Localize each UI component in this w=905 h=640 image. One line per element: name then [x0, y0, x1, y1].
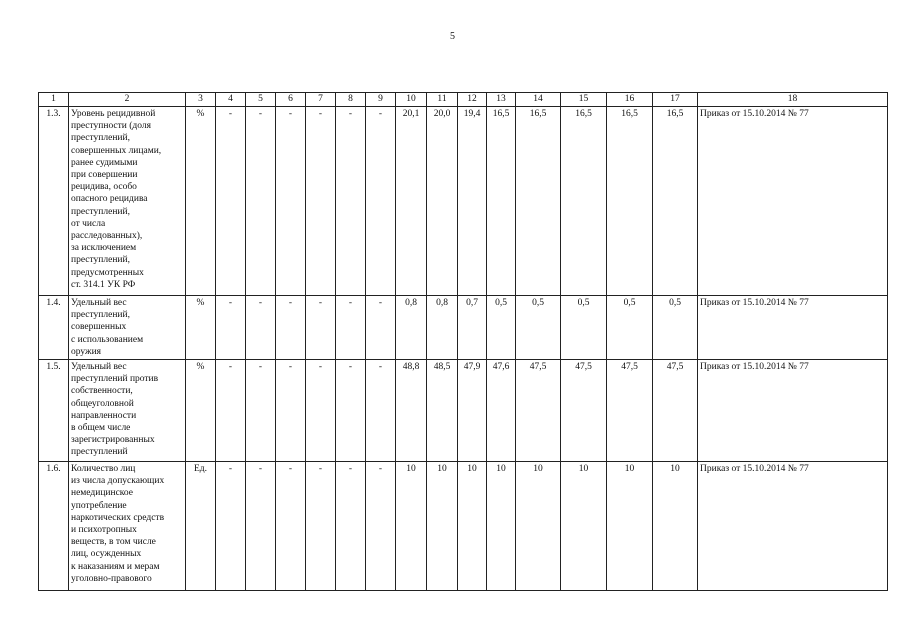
value-cell: - [336, 107, 366, 296]
value-cell: - [276, 360, 306, 462]
value-cell: - [366, 296, 396, 360]
value-cell: 0,8 [427, 296, 458, 360]
value-cell: 16,5 [561, 107, 607, 296]
column-number-18: 18 [698, 93, 888, 107]
value-cell: 0,5 [561, 296, 607, 360]
value-cell: - [276, 462, 306, 591]
row-number: 1.4. [39, 296, 69, 360]
value-cell: 10 [516, 462, 561, 591]
value-cell: - [216, 360, 246, 462]
basis-document: Приказ от 15.10.2014 № 77 [698, 360, 888, 462]
column-number-2: 2 [69, 93, 186, 107]
table-row [39, 360, 888, 462]
column-number-7: 7 [306, 93, 336, 107]
indicator-name: Уровень рецидивной преступности (доля преступлений, совершенных лицами, ранее судимыми при совершении рецидива, особо опасного рецидива преступлений, от числа расследованных), за исключением преступлений, предусмотренных ст. 314.1 УК РФ [69, 107, 186, 296]
basis-document: Приказ от 15.10.2014 № 77 [698, 462, 888, 591]
value-cell: 0,7 [458, 296, 487, 360]
value-cell: - [246, 462, 276, 591]
value-cell: 16,5 [653, 107, 698, 296]
value-cell: - [276, 296, 306, 360]
column-number-row [39, 93, 888, 107]
value-cell: 47,6 [487, 360, 516, 462]
row-number: 1.3. [39, 107, 69, 296]
value-cell: 0,5 [653, 296, 698, 360]
value-cell: 0,8 [396, 296, 427, 360]
value-cell: - [306, 462, 336, 591]
value-cell: 20,0 [427, 107, 458, 296]
value-cell: 48,5 [427, 360, 458, 462]
value-cell: 10 [427, 462, 458, 591]
value-cell: 10 [396, 462, 427, 591]
value-cell: 10 [458, 462, 487, 591]
value-cell: 47,5 [653, 360, 698, 462]
indicator-name: Количество лиц из числа допускающих немедицинское употребление наркотических средств и психотропных веществ, в том числе лиц, осужденных к наказаниям и мерам уголовно-правового [69, 462, 186, 591]
column-number-13: 13 [487, 93, 516, 107]
unit-cell: % [186, 296, 216, 360]
value-cell: 10 [561, 462, 607, 591]
value-cell: 47,5 [607, 360, 653, 462]
value-cell: 10 [607, 462, 653, 591]
column-number-9: 9 [366, 93, 396, 107]
indicator-name: Удельный вес преступлений против собственности, общеуголовной направленности в общем числе зарегистрированных преступлений [69, 360, 186, 462]
value-cell: 47,5 [516, 360, 561, 462]
value-cell: - [216, 462, 246, 591]
column-number-4: 4 [216, 93, 246, 107]
value-cell: - [306, 107, 336, 296]
column-number-17: 17 [653, 93, 698, 107]
value-cell: - [216, 296, 246, 360]
value-cell: - [216, 107, 246, 296]
value-cell: 16,5 [487, 107, 516, 296]
value-cell: - [276, 107, 306, 296]
unit-cell: % [186, 360, 216, 462]
basis-document: Приказ от 15.10.2014 № 77 [698, 296, 888, 360]
value-cell: - [336, 360, 366, 462]
column-number-14: 14 [516, 93, 561, 107]
column-number-8: 8 [336, 93, 366, 107]
table-row [39, 462, 888, 591]
value-cell: 16,5 [607, 107, 653, 296]
column-number-10: 10 [396, 93, 427, 107]
value-cell: - [306, 360, 336, 462]
column-number-15: 15 [561, 93, 607, 107]
value-cell: 10 [487, 462, 516, 591]
table-row [39, 296, 888, 360]
column-number-12: 12 [458, 93, 487, 107]
value-cell: - [246, 360, 276, 462]
column-number-3: 3 [186, 93, 216, 107]
column-number-16: 16 [607, 93, 653, 107]
value-cell: 20,1 [396, 107, 427, 296]
unit-cell: % [186, 107, 216, 296]
value-cell: 47,5 [561, 360, 607, 462]
unit-cell: Ед. [186, 462, 216, 591]
column-number-11: 11 [427, 93, 458, 107]
value-cell: - [246, 107, 276, 296]
value-cell: 47,9 [458, 360, 487, 462]
value-cell: 16,5 [516, 107, 561, 296]
column-number-6: 6 [276, 93, 306, 107]
value-cell: - [366, 360, 396, 462]
table-row [39, 107, 888, 296]
value-cell: - [336, 296, 366, 360]
column-number-1: 1 [39, 93, 69, 107]
page-number: 5 [450, 31, 455, 42]
value-cell: 19,4 [458, 107, 487, 296]
row-number: 1.6. [39, 462, 69, 591]
value-cell: - [246, 296, 276, 360]
value-cell: 0,5 [487, 296, 516, 360]
value-cell: - [306, 296, 336, 360]
column-number-5: 5 [246, 93, 276, 107]
basis-document: Приказ от 15.10.2014 № 77 [698, 107, 888, 296]
value-cell: - [366, 462, 396, 591]
value-cell: 0,5 [607, 296, 653, 360]
value-cell: - [366, 107, 396, 296]
indicator-name: Удельный вес преступлений, совершенных с использованием оружия [69, 296, 186, 360]
value-cell: 48,8 [396, 360, 427, 462]
value-cell: 0,5 [516, 296, 561, 360]
row-number: 1.5. [39, 360, 69, 462]
value-cell: - [336, 462, 366, 591]
indicators-table [38, 92, 888, 591]
value-cell: 10 [653, 462, 698, 591]
